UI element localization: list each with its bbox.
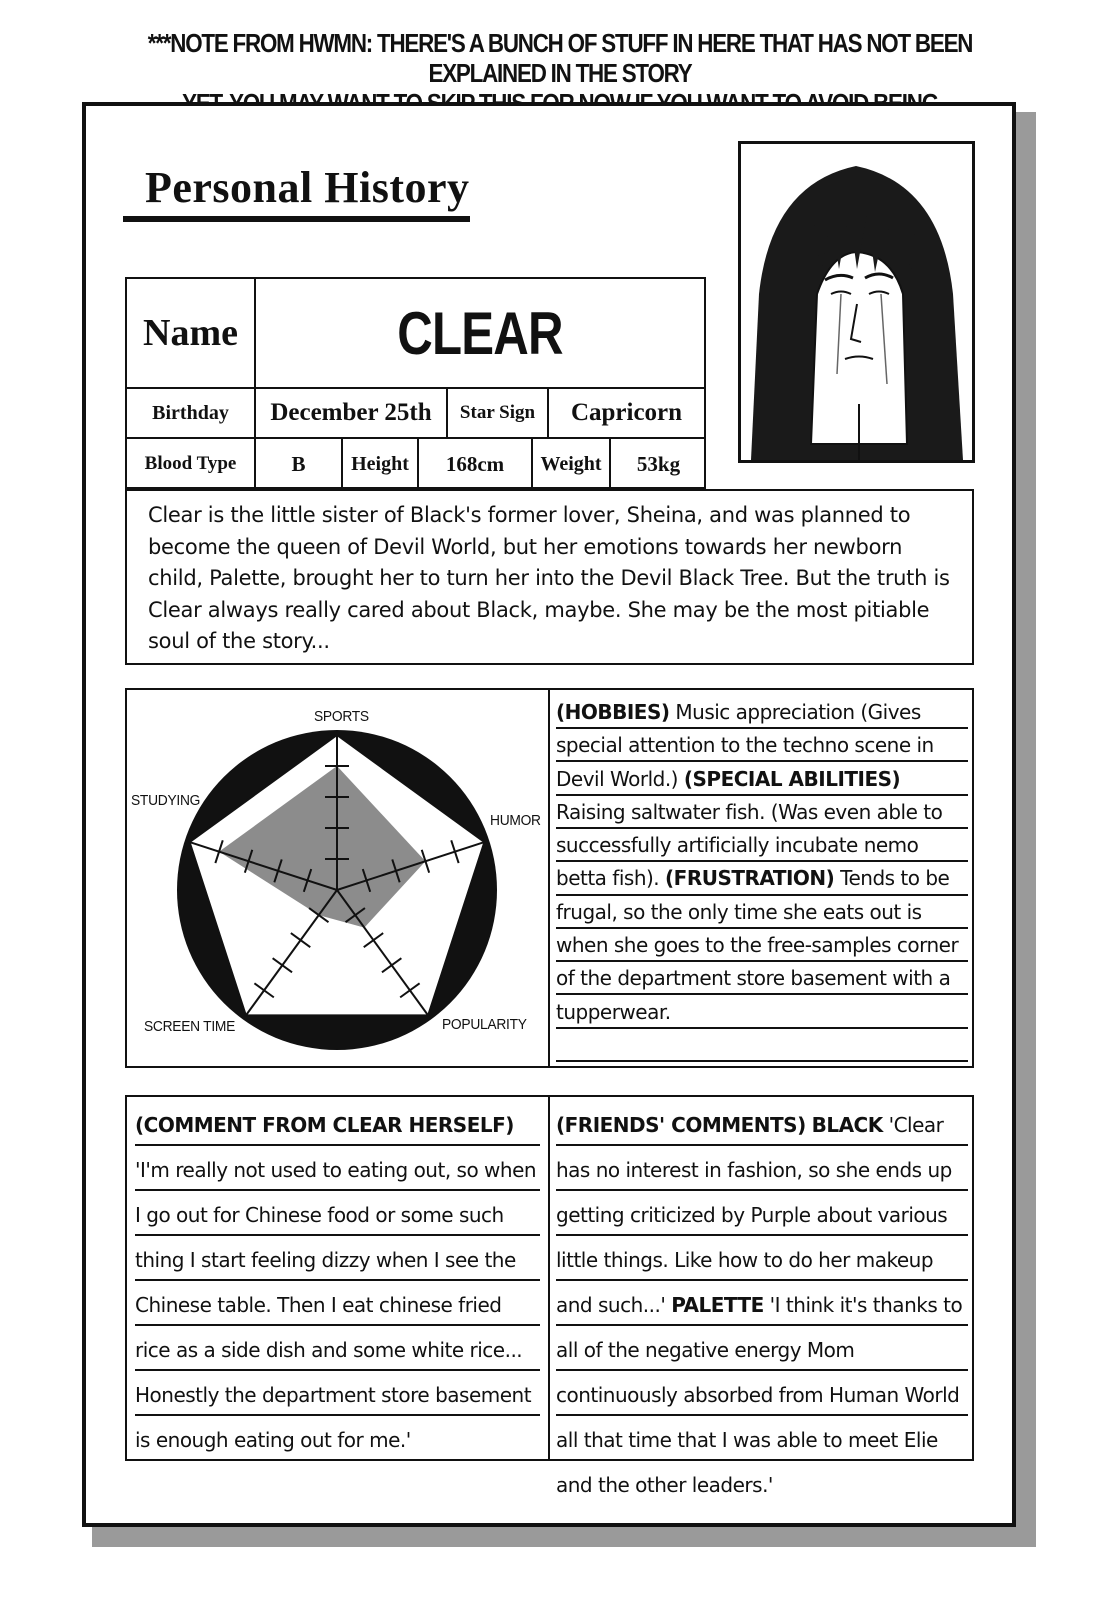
friend-comment-palette: 'I think it's thanks to all of the negative energy Mom continuously absorbed from Human World all that time that I was able to meet Elie and the other leaders.' — [556, 1293, 963, 1497]
ruled-line — [556, 1324, 968, 1326]
ruled-line — [135, 1369, 540, 1371]
character-name: CLEAR — [397, 299, 563, 367]
ruled-line — [556, 860, 968, 862]
friends-comment-text — [556, 1103, 968, 1508]
axis-label-popularity: POPULARITY — [442, 1016, 527, 1033]
blood-type-label: Blood Type — [144, 453, 237, 474]
bio-text: Clear is the little sister of Black's former lover, Sheina, and was planned to become the queen of Devil World, but her emotions towards her newborn child, Palette, brought her to turn her into the Devil Black Tree. But the truth is Clear always really cared about Black, maybe. She may be the most pitiable soul of the story... — [148, 503, 950, 653]
self-comment-ruled-area — [135, 1103, 540, 1451]
traits-ruled-area — [556, 696, 968, 1062]
self-comment-tag: (COMMENT FROM CLEAR HERSELF) — [135, 1113, 514, 1137]
ruled-line — [556, 1060, 968, 1062]
axis-label-screen-time: SCREEN TIME — [144, 1018, 236, 1035]
axis-label-studying: STUDYING — [131, 792, 201, 809]
height-value: 168cm — [445, 451, 505, 476]
self-comment-body: 'I'm really not used to eating out, so when I go out for Chinese food or some such thing I start feeling dizzy when I see the Chinese table. Then I eat chinese fried rice as a side dish and some white rice... Honestly the department store basement is enough eating out for me.' — [135, 1158, 537, 1452]
ruled-line — [556, 827, 968, 829]
ruled-line — [135, 1189, 540, 1191]
title-underline — [123, 216, 470, 222]
name-label: Name — [143, 312, 238, 354]
special-abilities-tag: (SPECIAL ABILITIES) — [683, 766, 901, 791]
ruled-line — [135, 1144, 540, 1146]
ruled-line — [135, 1414, 540, 1416]
ruled-line — [556, 993, 968, 995]
ruled-line — [556, 1189, 968, 1191]
ruled-line — [556, 1234, 968, 1236]
ruled-line — [556, 894, 968, 896]
ruled-line — [556, 1414, 968, 1416]
birthday-label: Birthday — [152, 401, 229, 424]
ruled-line — [556, 1144, 968, 1146]
friends-comment-ruled-area — [556, 1103, 968, 1497]
ruled-line — [556, 960, 968, 962]
friends-comment-tag: (FRIENDS' COMMENTS) — [556, 1113, 806, 1137]
ruled-line — [556, 1027, 968, 1029]
ruled-line — [135, 1234, 540, 1236]
weight-value: 53kg — [636, 451, 681, 476]
weight-label: Weight — [540, 452, 602, 475]
ruled-line — [556, 794, 968, 796]
page-title: Personal History — [145, 163, 470, 212]
axis-label-sports: SPORTS — [314, 708, 369, 725]
ruled-line — [556, 727, 968, 729]
ruled-line — [556, 1279, 968, 1281]
self-comment-text — [135, 1103, 540, 1463]
ruled-line — [135, 1279, 540, 1281]
frustration-text: Tends to be frugal, so the only time she eats out is when she goes to the free-samples corner of the department store basement with a tupperwear. — [556, 866, 959, 1024]
frustration-tag: (FRUSTRATION) — [665, 866, 835, 891]
star-sign-label: Star Sign — [459, 402, 536, 423]
axis-label-humor: HUMOR — [490, 812, 541, 829]
character-portrait — [738, 141, 975, 463]
height-label: Height — [351, 452, 409, 475]
hobbies-tag: (HOBBIES) — [556, 700, 670, 724]
friend-name-palette: PALETTE — [671, 1293, 764, 1317]
ruled-line — [135, 1324, 540, 1326]
ruled-line — [556, 760, 968, 762]
star-sign-value: Capricorn — [570, 399, 683, 426]
ruled-line — [556, 927, 968, 929]
traits-text — [556, 696, 968, 1029]
blood-type-value: B — [291, 451, 306, 476]
birthday-value: December 25th — [270, 399, 432, 426]
hobbies-text: Music appreciation (Gives special attention to the techno scene in Devil World.) — [556, 700, 934, 791]
ruled-line — [556, 1369, 968, 1371]
special-abilities-text: Raising saltwater fish. (Was even able to successfully artificially incubate nemo betta fish). — [556, 799, 943, 891]
translator-note-line-1: ***NOTE FROM HWMN: THERE'S A BUNCH OF STUFF IN HERE THAT HAS NOT BEEN EXPLAINED IN THE STORY — [147, 28, 973, 88]
friend-name-black: BLACK — [811, 1113, 883, 1137]
friend-comment-black: 'Clear has no interest in fashion, so she ends up getting criticized by Purple about various little things. Like how to do her makeup and such...' — [556, 1113, 952, 1317]
radar-chart — [127, 690, 548, 1066]
